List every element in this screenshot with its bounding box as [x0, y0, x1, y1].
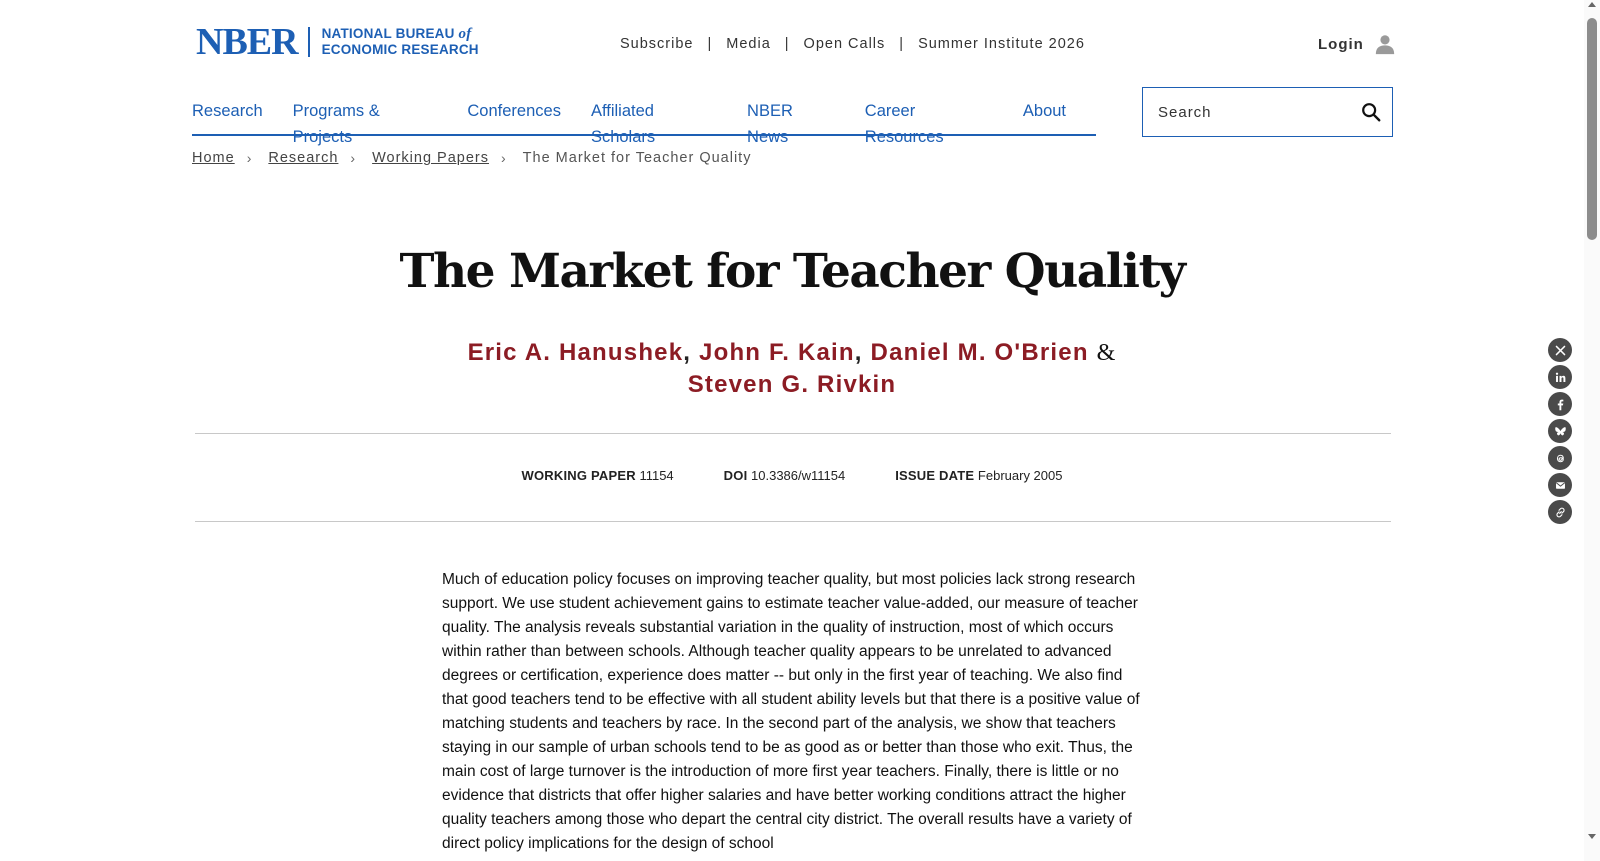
- meta-value: 10.3386/w11154: [751, 468, 846, 483]
- scroll-up-arrow-icon[interactable]: [1588, 2, 1596, 7]
- utility-nav-media[interactable]: Media: [726, 36, 771, 52]
- logo-text: [322, 26, 479, 58]
- working-paper-number: [522, 468, 674, 483]
- logo-mark: NBER: [196, 21, 298, 63]
- threads-icon[interactable]: [1548, 446, 1572, 470]
- logo-line2: ECONOMIC RESEARCH: [321, 42, 479, 57]
- breadcrumb-research[interactable]: Research: [268, 150, 339, 166]
- nber-logo[interactable]: [196, 21, 479, 63]
- meta-value: February 2005: [977, 468, 1063, 483]
- logo-line1-italic: of: [458, 26, 472, 42]
- scrollbar-thumb[interactable]: [1587, 18, 1597, 240]
- utility-nav-separator: |: [707, 36, 713, 52]
- search-box: [1142, 87, 1393, 137]
- facebook-icon[interactable]: [1548, 392, 1572, 416]
- utility-nav-subscribe[interactable]: Subscribe: [620, 36, 694, 52]
- link-icon[interactable]: [1548, 500, 1572, 524]
- chevron-right-icon: ›: [350, 150, 357, 166]
- login-link[interactable]: [1318, 33, 1396, 55]
- page-title: The Market for Teacher Quality: [399, 244, 1185, 299]
- login-label: Login: [1318, 35, 1364, 53]
- email-icon[interactable]: [1548, 473, 1572, 497]
- user-icon: [1374, 33, 1396, 55]
- abstract-text: Much of education policy focuses on improving teacher quality, but most policies lack strong research support. We use student achievement gains to estimate teacher value-added, our measure of teacher quality. The analysis reveals substantial variation in the quality of instruction, most of which occurs within rather than between schools. Although teacher quality appears to be unrelated to advanced degrees or certification, experience does matter -- but only in the first year of teaching. We also find that good teachers tend to be effective with all student ability levels but that there is a positive value of matching students and teachers by race. In the second part of the analysis, we show that teachers staying in our sample of urban schools tend to be as good as or better than those who exit. Thus, the main cost of large turnover is the introduction of more first year teachers. Finally, there is little or no evidence that districts that offer higher salaries and have better working conditions attract the higher quality teachers among those who depart the central city district. The overall results have a variety of direct policy implications for the design of school: [442, 571, 1140, 852]
- search-input[interactable]: [1158, 104, 1348, 121]
- utility-nav: [620, 36, 1085, 52]
- breadcrumb: [192, 150, 751, 166]
- author-link[interactable]: Daniel M. O'Brien: [870, 339, 1089, 366]
- chevron-right-icon: ›: [500, 150, 507, 166]
- meta-label: DOI: [723, 468, 748, 483]
- search-icon[interactable]: [1360, 101, 1382, 123]
- main-nav: [192, 98, 1096, 146]
- meta-value: 11154: [639, 468, 674, 483]
- divider: [195, 433, 1391, 434]
- main-nav-research[interactable]: Research: [192, 102, 263, 120]
- author-separator: ,: [683, 339, 692, 366]
- author-link[interactable]: Steven G. Rivkin: [687, 371, 897, 398]
- author-link[interactable]: Eric A. Hanushek: [467, 339, 684, 366]
- vertical-scrollbar[interactable]: [1584, 0, 1600, 861]
- author-list: [420, 337, 1164, 400]
- breadcrumb-working-papers[interactable]: Working Papers: [372, 150, 489, 166]
- breadcrumb-home[interactable]: Home: [192, 150, 235, 166]
- utility-nav-separator: |: [899, 36, 905, 52]
- meta-label: WORKING PAPER: [521, 468, 636, 483]
- scroll-down-arrow-icon[interactable]: [1588, 834, 1596, 839]
- main-nav-programs-projects[interactable]: Programs & Projects: [292, 102, 380, 146]
- author-separator: ,: [854, 339, 863, 366]
- logo-line1-prefix: NATIONAL BUREAU: [321, 26, 459, 41]
- logo-line1: [322, 26, 472, 41]
- main-nav-conferences[interactable]: Conferences: [467, 102, 561, 120]
- issue-date: [895, 468, 1062, 483]
- breadcrumb-current: The Market for Teacher Quality: [522, 150, 752, 166]
- divider: [195, 521, 1391, 522]
- meta-label: ISSUE DATE: [895, 468, 975, 483]
- main-nav-nber-news[interactable]: NBER News: [747, 102, 793, 146]
- paper-meta: [0, 468, 1584, 483]
- logo-divider: [308, 27, 310, 57]
- utility-nav-open-calls[interactable]: Open Calls: [803, 36, 886, 52]
- main-nav-affiliated-scholars[interactable]: Affiliated Scholars: [590, 102, 656, 146]
- linkedin-icon[interactable]: [1548, 365, 1572, 389]
- author-link[interactable]: John F. Kain: [699, 339, 855, 366]
- utility-nav-separator: |: [784, 36, 790, 52]
- chevron-right-icon: ›: [246, 150, 253, 166]
- utility-nav-summer-institute[interactable]: Summer Institute 2026: [918, 36, 1085, 52]
- share-bar: [1548, 338, 1572, 527]
- author-ampersand: &: [1096, 340, 1117, 366]
- x-icon[interactable]: [1548, 338, 1572, 362]
- bluesky-icon[interactable]: [1548, 419, 1572, 443]
- main-nav-about[interactable]: About: [1022, 102, 1067, 120]
- doi: [724, 468, 846, 483]
- main-nav-career-resources[interactable]: Career Resources: [864, 102, 944, 146]
